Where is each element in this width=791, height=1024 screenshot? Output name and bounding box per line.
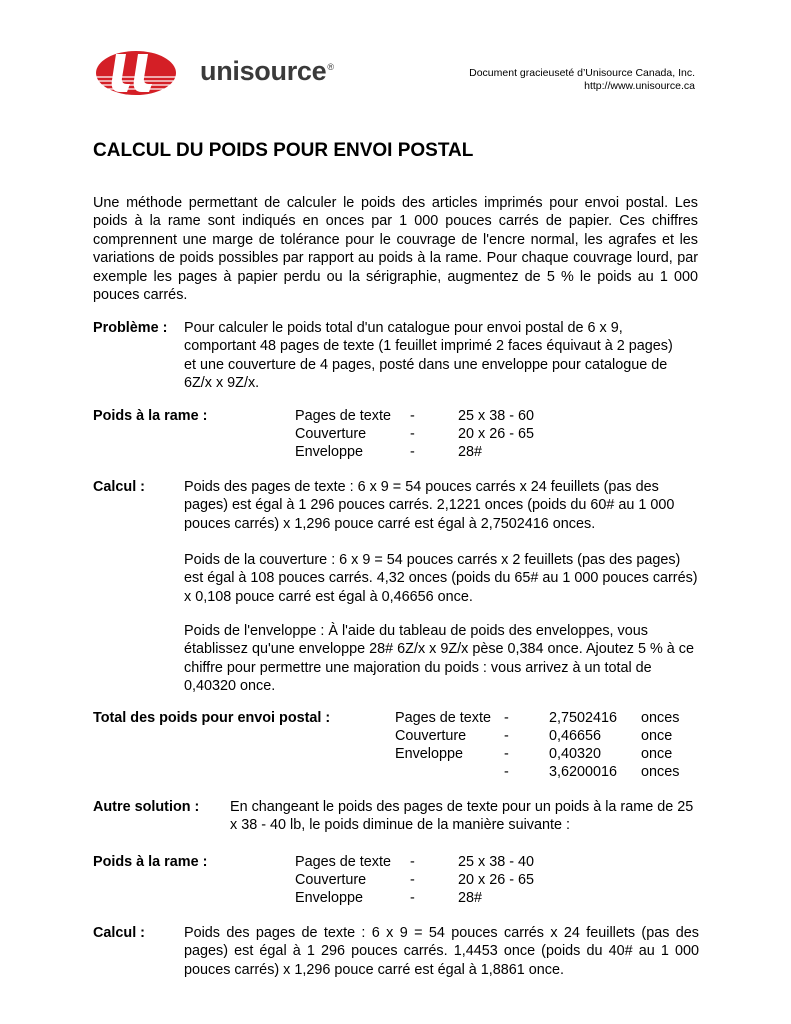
- total-value: 2,7502416: [549, 710, 618, 726]
- credit-line: Document gracieuseté d’Unisource Canada, Inc.: [469, 67, 695, 79]
- rame-dash: -: [410, 444, 415, 460]
- page-title: CALCUL DU POIDS POUR ENVOI POSTAL: [93, 140, 474, 161]
- document-credit: [469, 67, 695, 92]
- rame-item: Pages de texte: [295, 854, 392, 870]
- rame-dash: -: [410, 890, 415, 906]
- rame-value: 25 x 38 - 60: [458, 408, 535, 424]
- unisource-logo-text: unisource®: [200, 56, 334, 86]
- total-value: 0,46656: [549, 728, 602, 744]
- rame-value: 28#: [458, 444, 483, 460]
- calcul-text-pages: Poids des pages de texte : 6 x 9 = 54 pouces carrés x 24 feuillets (pas des pages) est égal à 1 296 pouces carrés. 1,4453 once (poids du 40# au 1 000 pouces carrés) x 1,296 pouce carré est égal à 1,8861 once.: [184, 925, 699, 978]
- probleme-label: Problème :: [93, 320, 168, 336]
- rame-label: Poids à la rame :: [93, 408, 208, 424]
- rame-dash: -: [410, 408, 415, 424]
- rame-item: Pages de texte: [295, 408, 392, 424]
- total-label: Total des poids pour envoi postal :: [93, 710, 331, 726]
- rame-dash: -: [410, 872, 415, 888]
- calcul-text-pages: Poids des pages de texte : 6 x 9 = 54 pouces carrés x 24 feuillets (pas des pages) est égal à 1 296 pouces carrés. 2,1221 onces (poids du 60# au 1 000 pouces carrés) x 1,296 pouce carré est égal à 2,7502416 onces.: [184, 479, 675, 532]
- rame-dash: -: [410, 426, 415, 442]
- rame-item: Enveloppe: [295, 890, 364, 906]
- total-dash: -: [504, 710, 509, 726]
- autre-solution-label: Autre solution :: [93, 799, 200, 815]
- total-dash: -: [504, 728, 509, 744]
- rame-item: Enveloppe: [295, 444, 364, 460]
- rame-value: 20 x 26 - 65: [458, 872, 535, 888]
- total-item: Couverture: [395, 728, 467, 744]
- total-dash: -: [504, 746, 509, 762]
- rame-value: 28#: [458, 890, 483, 906]
- rame-value: 25 x 38 - 40: [458, 854, 535, 870]
- total-unit: once: [641, 746, 673, 762]
- rame-dash: -: [410, 854, 415, 870]
- total-value: 3,6200016: [549, 764, 618, 780]
- autre-solution-text: En changeant le poids des pages de texte pour un poids à la rame de 25 x 38 - 40 lb, le poids diminue de la manière suivante :: [230, 799, 694, 834]
- calcul-label: Calcul :: [93, 925, 145, 941]
- calcul-text-couverture: Poids de la couverture : 6 x 9 = 54 pouces carrés x 2 feuillets (pas des pages) est égal à 108 pouces carrés. 4,32 onces (poids du 65# au 1 000 pouces carrés) x 0,108 pouce carré est égal à 0,46656 once.: [184, 552, 698, 605]
- total-unit: onces: [641, 710, 680, 726]
- calcul-text-enveloppe: Poids de l'enveloppe : À l'aide du tableau de poids des enveloppes, vous établissez qu'une enveloppe 28# 6Z/x x 9Z/x pèse 0,384 once. Ajoutez 5 % à ce chiffre pour permettre une majoration du poids : vous arrivez à un total de 0,40320 once.: [184, 623, 694, 695]
- probleme-text: Pour calculer le poids total d'un catalogue pour envoi postal de 6 x 9, comportant 48 pages de texte (1 feuillet imprimé 2 faces équivaut à 2 pages) et une couverture de 4 pages, posté dans une enveloppe pour catalogue de 6Z/x x 9Z/x.: [184, 320, 673, 392]
- total-dash: -: [504, 764, 509, 780]
- credit-url: http://www.unisource.ca: [584, 79, 695, 92]
- unisource-logo-mark: [96, 48, 176, 98]
- rame-item: Couverture: [295, 426, 367, 442]
- rame-label: Poids à la rame :: [93, 854, 208, 870]
- total-item: Enveloppe: [395, 746, 464, 762]
- total-value: 0,40320: [549, 746, 602, 762]
- intro-paragraph: Une méthode permettant de calculer le poids des articles imprimés pour envoi postal. Les poids à la rame sont indiqués en onces par 1 000 pouces carrés de papier. Ces chiffres comprennent une marge de tolérance pour le couvrage de l'encre normal, les agrafes et les variations de poids possibles par rapport au poids à la rame. Pour chaque couvrage lourd, par exemple les pages à papier perdu ou la sérigraphie, augmentez de 5 % le poids au 1 000 pouces carrés.: [93, 195, 698, 304]
- calcul-label: Calcul :: [93, 479, 145, 495]
- total-unit: onces: [641, 764, 680, 780]
- total-unit: once: [641, 728, 673, 744]
- total-item: Pages de texte: [395, 710, 492, 726]
- rame-item: Couverture: [295, 872, 367, 888]
- rame-value: 20 x 26 - 65: [458, 426, 535, 442]
